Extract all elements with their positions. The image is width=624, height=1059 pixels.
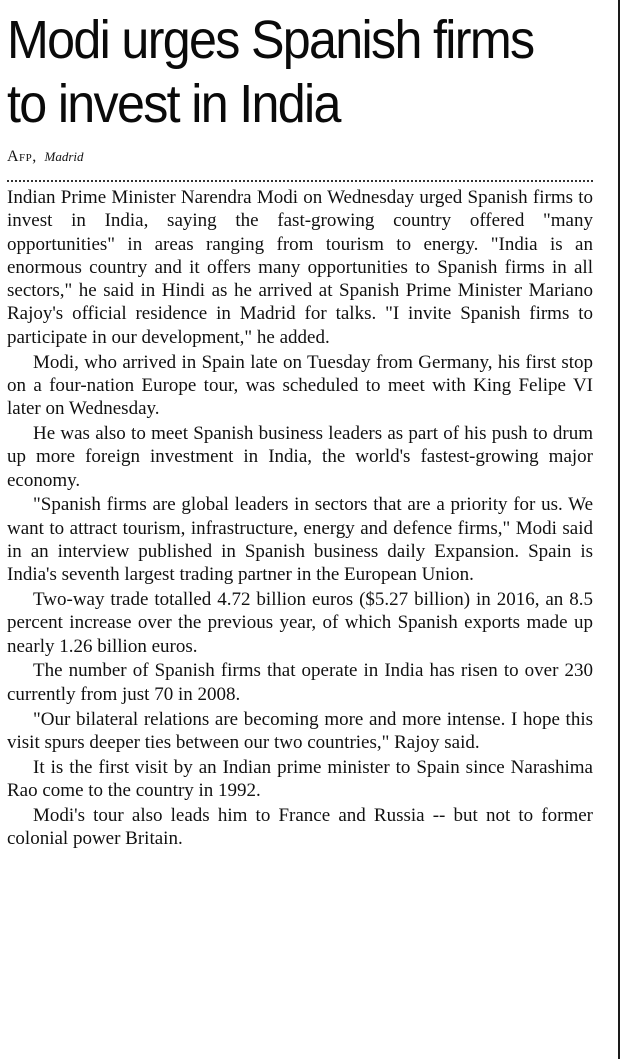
headline-line-1: Modi urges Spanish firms [7,10,534,70]
paragraph: Modi, who arrived in Spain late on Tuesday from Germany, his first stop on a four-nation Europe tour, was scheduled to meet with King Felipe VI later on Wednesday. [7,351,593,420]
paragraph: The number of Spanish firms that operate in India has risen to over 230 currently from just 70 in 2008. [7,660,593,705]
paragraph: Two-way trade totalled 4.72 billion euros ($5.27 billion) in 2016, an 8.5 percent increase over the previous year, of which Spanish exports made up nearly 1.26 billion euros. [7,589,593,657]
headline-line-2: to invest in India [7,74,340,134]
paragraph: Modi's tour also leads him to France and Russia -- but not to former colonial power Britain. [7,804,593,850]
paragraph: It is the first visit by an Indian prime minister to Spain since Narashima Rao come to the country in 1992. [7,756,593,801]
dotted-divider [7,180,593,182]
byline [7,148,594,166]
byline-dateline: Madrid [44,149,84,164]
article-body [7,186,593,850]
byline-agency: Afp, [7,148,37,165]
paragraph: Indian Prime Minister Narendra Modi on Wednesday urged Spanish firms to invest in India, saying the fast-growing country offered "many opportunities" in areas ranging from tourism to energy. "India is an enormous country and it offers many opportunities to Spanish firms in all sectors," he said in Hindi as he arrived at Spanish Prime Minister Mariano Rajoy's official residence in Madrid for talks. "I invite Spanish firms to participate in our development," he added. [7,187,593,348]
column-rule [618,0,620,1059]
paragraph: "Spanish firms are global leaders in sectors that are a priority for us. We want to attract tourism, infrastructure, energy and defence firms," Modi said in an interview published in Spanish business daily Expansion. Spain is India's seventh largest trading partner in the European Union. [7,494,593,586]
headline [7,8,553,136]
paragraph: "Our bilateral relations are becoming more and more intense. I hope this visit spurs deeper ties between our two countries," Rajoy said. [7,708,593,753]
paragraph: He was also to meet Spanish business leaders as part of his push to drum up more foreign investment in India, the world's fastest-growing major economy. [7,422,593,491]
